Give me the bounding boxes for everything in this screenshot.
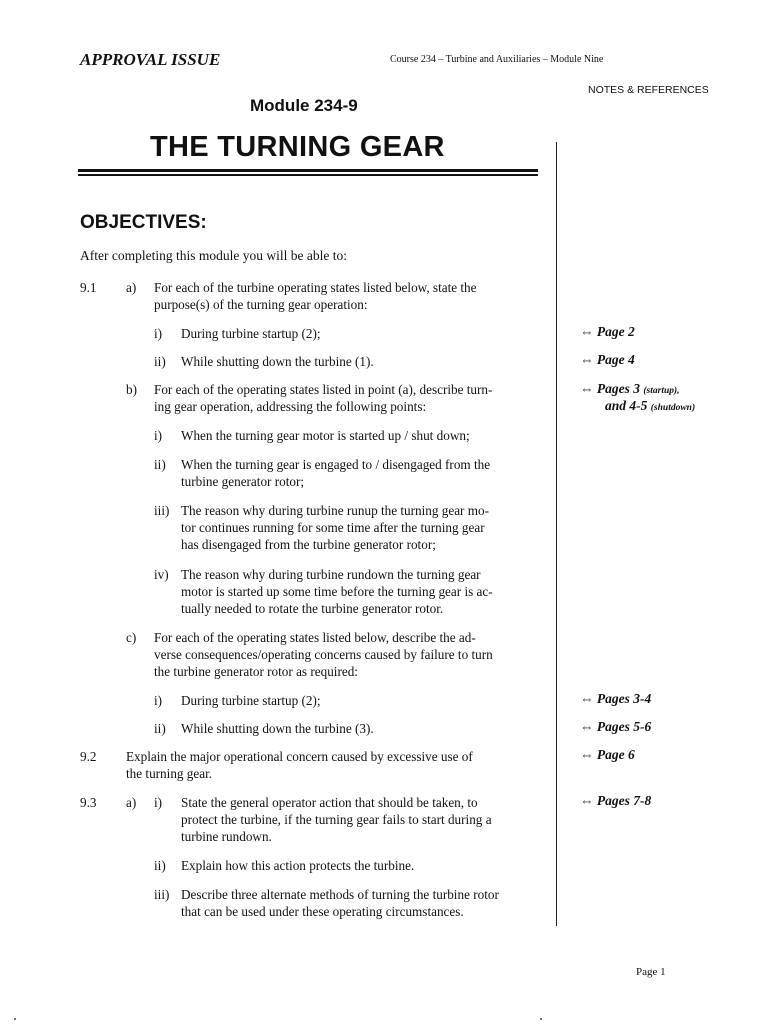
- reference-note: (shutdown): [650, 403, 696, 413]
- objective-9-3-ii-text: Explain how this action protects the turbine.: [181, 858, 415, 873]
- margin-divider: [556, 142, 557, 926]
- page-title: THE TURNING GEAR: [150, 131, 445, 163]
- reference-pages-7-8: [580, 793, 651, 809]
- objective-number-9-1: 9.1: [80, 280, 97, 295]
- objective-9-3-i-line2: protect the turbine, if the turning gear fails to start during a: [181, 812, 492, 827]
- objectives-heading: OBJECTIVES:: [80, 212, 207, 233]
- double-arrow-icon: ⇔: [580, 352, 594, 367]
- reference-note: (startup),: [643, 386, 680, 396]
- title-rule-thick: [78, 169, 538, 172]
- reference-text: Pages 3-4: [596, 691, 652, 706]
- item-a-i-text: During turbine startup (2);: [181, 326, 321, 341]
- notes-references-label: NOTES & REFERENCES: [588, 84, 709, 96]
- reference-page-4: [580, 352, 635, 368]
- objective-9-3-i-label: i): [154, 795, 163, 810]
- reference-text: Pages 3: [596, 381, 640, 396]
- item-b-iv-line2: motor is started up some time before the turning gear is ac-: [181, 584, 493, 599]
- item-b-iv-line3: tually needed to rotate the turbine generator rotor.: [181, 601, 444, 616]
- title-rule-thin: [78, 174, 538, 176]
- scan-speck: [14, 1018, 16, 1020]
- objective-number-9-3: 9.3: [80, 795, 97, 810]
- item-a-line1: For each of the turbine operating states listed below, state the: [154, 280, 477, 295]
- reference-text: Pages 5-6: [596, 719, 652, 734]
- item-b-label: b): [126, 382, 137, 397]
- reference-pages-3-startup: [580, 381, 680, 397]
- double-arrow-icon: ⇔: [580, 691, 594, 706]
- objective-9-3-ii-label: ii): [154, 858, 166, 873]
- item-c-ii-text: While shutting down the turbine (3).: [181, 721, 374, 736]
- item-a-label: a): [126, 280, 137, 295]
- item-c-line3: the turbine generator rotor as required:: [154, 664, 358, 679]
- item-a-ii-text: While shutting down the turbine (1).: [181, 354, 374, 369]
- item-b-i-label: i): [154, 428, 163, 443]
- scan-speck: [540, 1018, 542, 1020]
- approval-issue-header: APPROVAL ISSUE: [80, 50, 221, 69]
- double-arrow-icon: ⇔: [580, 719, 594, 734]
- reference-text: Pages 7-8: [596, 793, 652, 808]
- reference-page-6: [580, 747, 635, 763]
- objective-9-3-iii-line2: that can be used under these operating circumstances.: [181, 904, 464, 919]
- item-a-line2: purpose(s) of the turning gear operation:: [154, 297, 368, 312]
- double-arrow-icon: ⇔: [580, 793, 594, 808]
- objective-9-3-iii-line1: Describe three alternate methods of turning the turbine rotor: [181, 887, 499, 902]
- objective-9-2-line2: the turning gear.: [126, 766, 213, 781]
- objectives-intro: After completing this module you will be able to:: [80, 248, 347, 263]
- reference-pages-5-6: [580, 719, 651, 735]
- course-header: Course 234 – Turbine and Auxiliaries – Module Nine: [390, 54, 604, 65]
- item-b-i-text: When the turning gear motor is started up / shut down;: [181, 428, 470, 443]
- item-c-line2: verse consequences/operating concerns caused by failure to turn: [154, 647, 493, 662]
- objective-9-3-a-label: a): [126, 795, 137, 810]
- reference-pages-4-5-shutdown: [605, 398, 695, 414]
- objective-9-3-i-line3: turbine rundown.: [181, 829, 272, 844]
- double-arrow-icon: ⇔: [580, 381, 594, 396]
- item-a-i-label: i): [154, 326, 163, 341]
- item-b-line2: ing gear operation, addressing the following points:: [154, 399, 427, 414]
- item-b-ii-line2: turbine generator rotor;: [181, 474, 305, 489]
- item-b-iii-label: iii): [154, 503, 170, 518]
- reference-pages-3-4: [580, 691, 651, 707]
- objective-9-3-i-line1: State the general operator action that should be taken, to: [181, 795, 478, 810]
- item-b-iii-line3: has disengaged from the turbine generator rotor;: [181, 537, 436, 552]
- item-b-ii-line1: When the turning gear is engaged to / disengaged from the: [181, 457, 491, 472]
- objective-9-3-iii-label: iii): [154, 887, 170, 902]
- item-b-ii-label: ii): [154, 457, 166, 472]
- item-c-i-label: i): [154, 693, 163, 708]
- item-b-line1: For each of the operating states listed in point (a), describe turn-: [154, 382, 493, 397]
- item-b-iv-label: iv): [154, 567, 169, 582]
- item-c-line1: For each of the operating states listed below, describe the ad-: [154, 630, 476, 645]
- reference-text: Page 6: [596, 747, 635, 762]
- item-c-i-text: During turbine startup (2);: [181, 693, 321, 708]
- objective-number-9-2: 9.2: [80, 749, 97, 764]
- item-a-ii-label: ii): [154, 354, 166, 369]
- reference-page-2: [580, 324, 635, 340]
- item-c-ii-label: ii): [154, 721, 166, 736]
- page-number: Page 1: [636, 966, 666, 978]
- objective-9-2-line1: Explain the major operational concern caused by excessive use of: [126, 749, 473, 764]
- module-number: Module 234-9: [250, 96, 358, 115]
- item-c-label: c): [126, 630, 137, 645]
- item-b-iv-line1: The reason why during turbine rundown the turning gear: [181, 567, 481, 582]
- double-arrow-icon: ⇔: [580, 324, 594, 339]
- reference-text: Page 2: [596, 324, 635, 339]
- reference-text: and 4-5: [605, 398, 648, 413]
- reference-text: Page 4: [596, 352, 635, 367]
- item-b-iii-line2: tor continues running for some time after the turning gear: [181, 520, 485, 535]
- double-arrow-icon: ⇔: [580, 747, 594, 762]
- item-b-iii-line1: The reason why during turbine runup the turning gear mo-: [181, 503, 489, 518]
